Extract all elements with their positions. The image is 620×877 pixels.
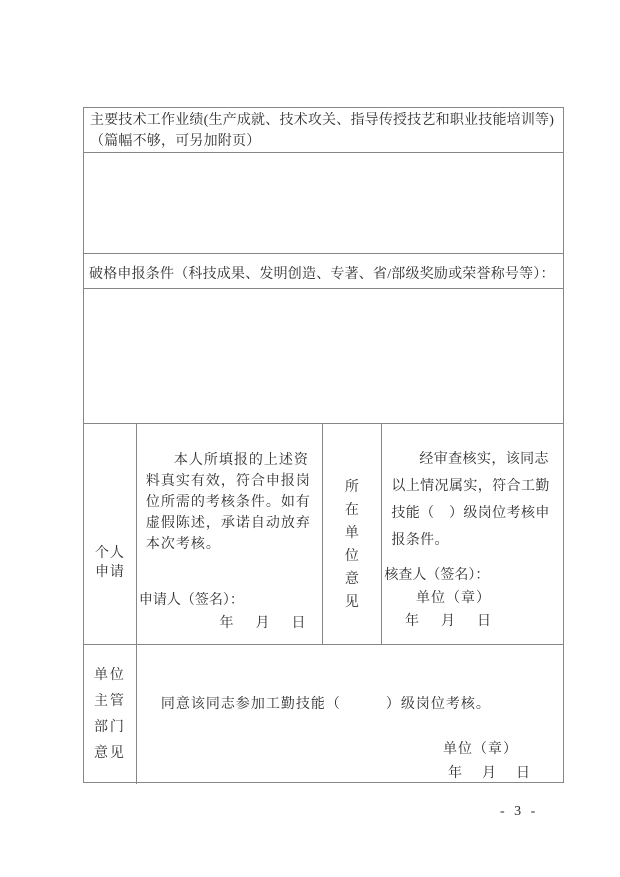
personal-application-content-cell: [137, 424, 323, 644]
host-unit-label-char: 所: [344, 480, 359, 495]
host-unit-opinion-label-cell: [323, 424, 383, 644]
host-unit-opinion-label: [323, 424, 382, 644]
personal-application-label-cell: [84, 424, 137, 644]
achievements-header-cell: [84, 108, 563, 153]
personal-application-label-line1: 个人: [94, 546, 125, 561]
reviewer-signature-label: 核查人（签名）：: [384, 568, 490, 583]
exceptional-conditions-header-cell: [84, 254, 563, 289]
host-unit-label-char: 见: [344, 595, 359, 610]
exceptional-conditions-title: 破格申报条件（科技成果、发明创造、专著、省/部级奖励或荣誉称号等）：: [89, 267, 555, 282]
department-opinion-label-cell: [84, 645, 137, 784]
applicant-signature-label: 申请人（签名）：: [138, 593, 244, 608]
department-date-line: 年 月 日: [448, 766, 533, 781]
department-label-line: 部门: [93, 719, 126, 735]
personal-application-label: [84, 424, 136, 644]
achievements-title-line1: 主要技术工作业绩(生产成就、技术攻关、指导传授技艺和职业技能培训等): [90, 113, 555, 128]
department-label-line: 单位: [93, 667, 126, 683]
department-opinion-statement: 同意该同志参加工勤技能（ ）级岗位考核。: [160, 697, 491, 712]
opinions-row: [84, 424, 563, 645]
host-unit-opinion-statement: 经审查核实，该同志以上情况属实，符合工勤技能（ ）级岗位考核申报条件。: [391, 452, 550, 548]
host-unit-label-char: 单: [344, 526, 359, 541]
host-unit-opinion-content-cell: [382, 424, 563, 644]
department-label-line: 意见: [93, 745, 126, 761]
application-form-table: [83, 107, 564, 783]
host-unit-label-char: 意: [344, 572, 359, 587]
host-unit-label-char: 在: [344, 503, 359, 518]
personal-application-statement: 本人所填报的上述资料真实有效，符合申报岗位所需的考核条件。如有虚假陈述，承诺自动放弃本次考核。: [145, 453, 311, 552]
personal-application-label-line2: 申请: [94, 565, 125, 580]
achievements-title-line2: （篇幅不够，可另加附页）: [90, 134, 261, 149]
department-opinion-content-cell: [137, 645, 563, 784]
host-unit-date-line: 年 月 日: [404, 614, 495, 629]
page-number: - 3 -: [500, 804, 539, 819]
personal-application-date-line: 年 月 日: [219, 616, 310, 631]
department-opinion-row: [84, 645, 563, 784]
host-unit-label-char: 位: [344, 549, 359, 564]
department-opinion-label: [94, 663, 126, 767]
exceptional-conditions-entry-area: [84, 289, 563, 424]
achievements-entry-area: [84, 153, 563, 254]
host-unit-seal-label: 单位（章）: [415, 591, 491, 606]
department-seal-label: 单位（章）: [443, 742, 518, 757]
department-label-line: 主管: [93, 693, 126, 709]
